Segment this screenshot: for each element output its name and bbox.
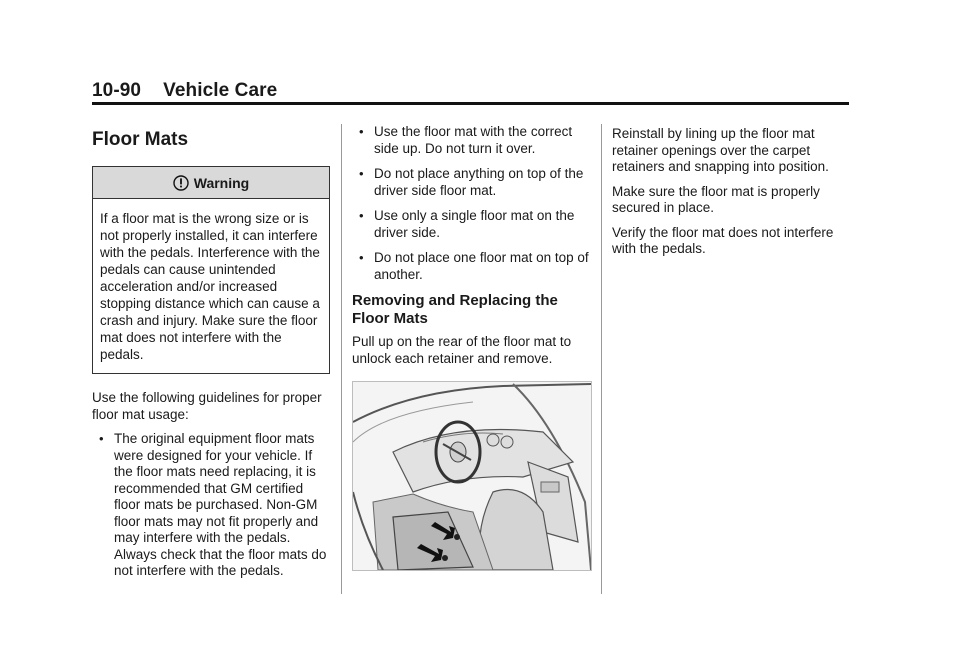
column-divider <box>601 124 602 594</box>
list-item-text: Use the floor mat with the correct side up. Do not turn it over. <box>374 124 573 156</box>
list-item <box>352 124 590 157</box>
floor-mat-illustration <box>352 381 592 571</box>
warning-box <box>92 166 330 374</box>
header-rule <box>92 102 849 105</box>
page-number: 10-90 <box>92 80 142 101</box>
column-right <box>612 126 850 266</box>
section-title: Vehicle Care <box>163 80 278 101</box>
verify-paragraph: Verify the floor mat does not interfere with the pedals. <box>612 224 834 256</box>
column-left <box>92 126 330 589</box>
subheading: Removing and Replacing the Floor Mats <box>352 292 558 327</box>
list-item <box>352 208 590 241</box>
bullet-icon: • <box>359 208 364 223</box>
list-item <box>352 166 590 199</box>
section-heading: Floor Mats <box>92 129 189 150</box>
warning-icon <box>173 175 189 191</box>
list-item <box>352 250 590 283</box>
bullet-icon: • <box>359 250 364 265</box>
bullet-icon: • <box>359 124 364 139</box>
bullet-list <box>92 431 330 580</box>
column-middle <box>352 124 590 571</box>
list-item-text: The original equipment floor mats were designed for your vehicle. If the floor mats need replacing, it is recommended that GM certified floor mats be purchased. Non-GM floor mats may not fit properly and may interfere with the pedals. Always check that the floor mats do not interfere with the pedals. <box>114 431 327 578</box>
list-item <box>92 431 330 580</box>
secure-paragraph: Make sure the floor mat is properly secured in place. <box>612 183 820 215</box>
removal-paragraph: Pull up on the rear of the floor mat to unlock each retainer and remove. <box>352 334 572 366</box>
list-item-text: Do not place anything on top of the driver side floor mat. <box>374 166 584 198</box>
warning-header <box>93 167 329 199</box>
car-interior-drawing <box>353 382 591 570</box>
warning-text: If a floor mat is the wrong size or is not properly installed, it can interfere with the pedals. Interference with the pedals can cause unintended acceleration and/or increased stopping distance which can cause a crash and injury. Make sure the floor mat does not interfere with the pedals. <box>100 211 320 362</box>
column-divider <box>341 124 342 594</box>
list-item-text: Use only a single floor mat on the driver side. <box>374 208 575 240</box>
intro-paragraph: Use the following guidelines for proper floor mat usage: <box>92 390 322 422</box>
bullet-icon: • <box>99 431 104 446</box>
reinstall-paragraph: Reinstall by lining up the floor mat retainer openings over the carpet retainers and snapping into position. <box>612 126 829 174</box>
bullet-list <box>352 124 590 283</box>
bullet-icon: • <box>359 166 364 181</box>
page-header <box>92 80 277 102</box>
list-item-text: Do not place one floor mat on top of another. <box>374 250 589 282</box>
warning-title: Warning <box>193 174 250 191</box>
